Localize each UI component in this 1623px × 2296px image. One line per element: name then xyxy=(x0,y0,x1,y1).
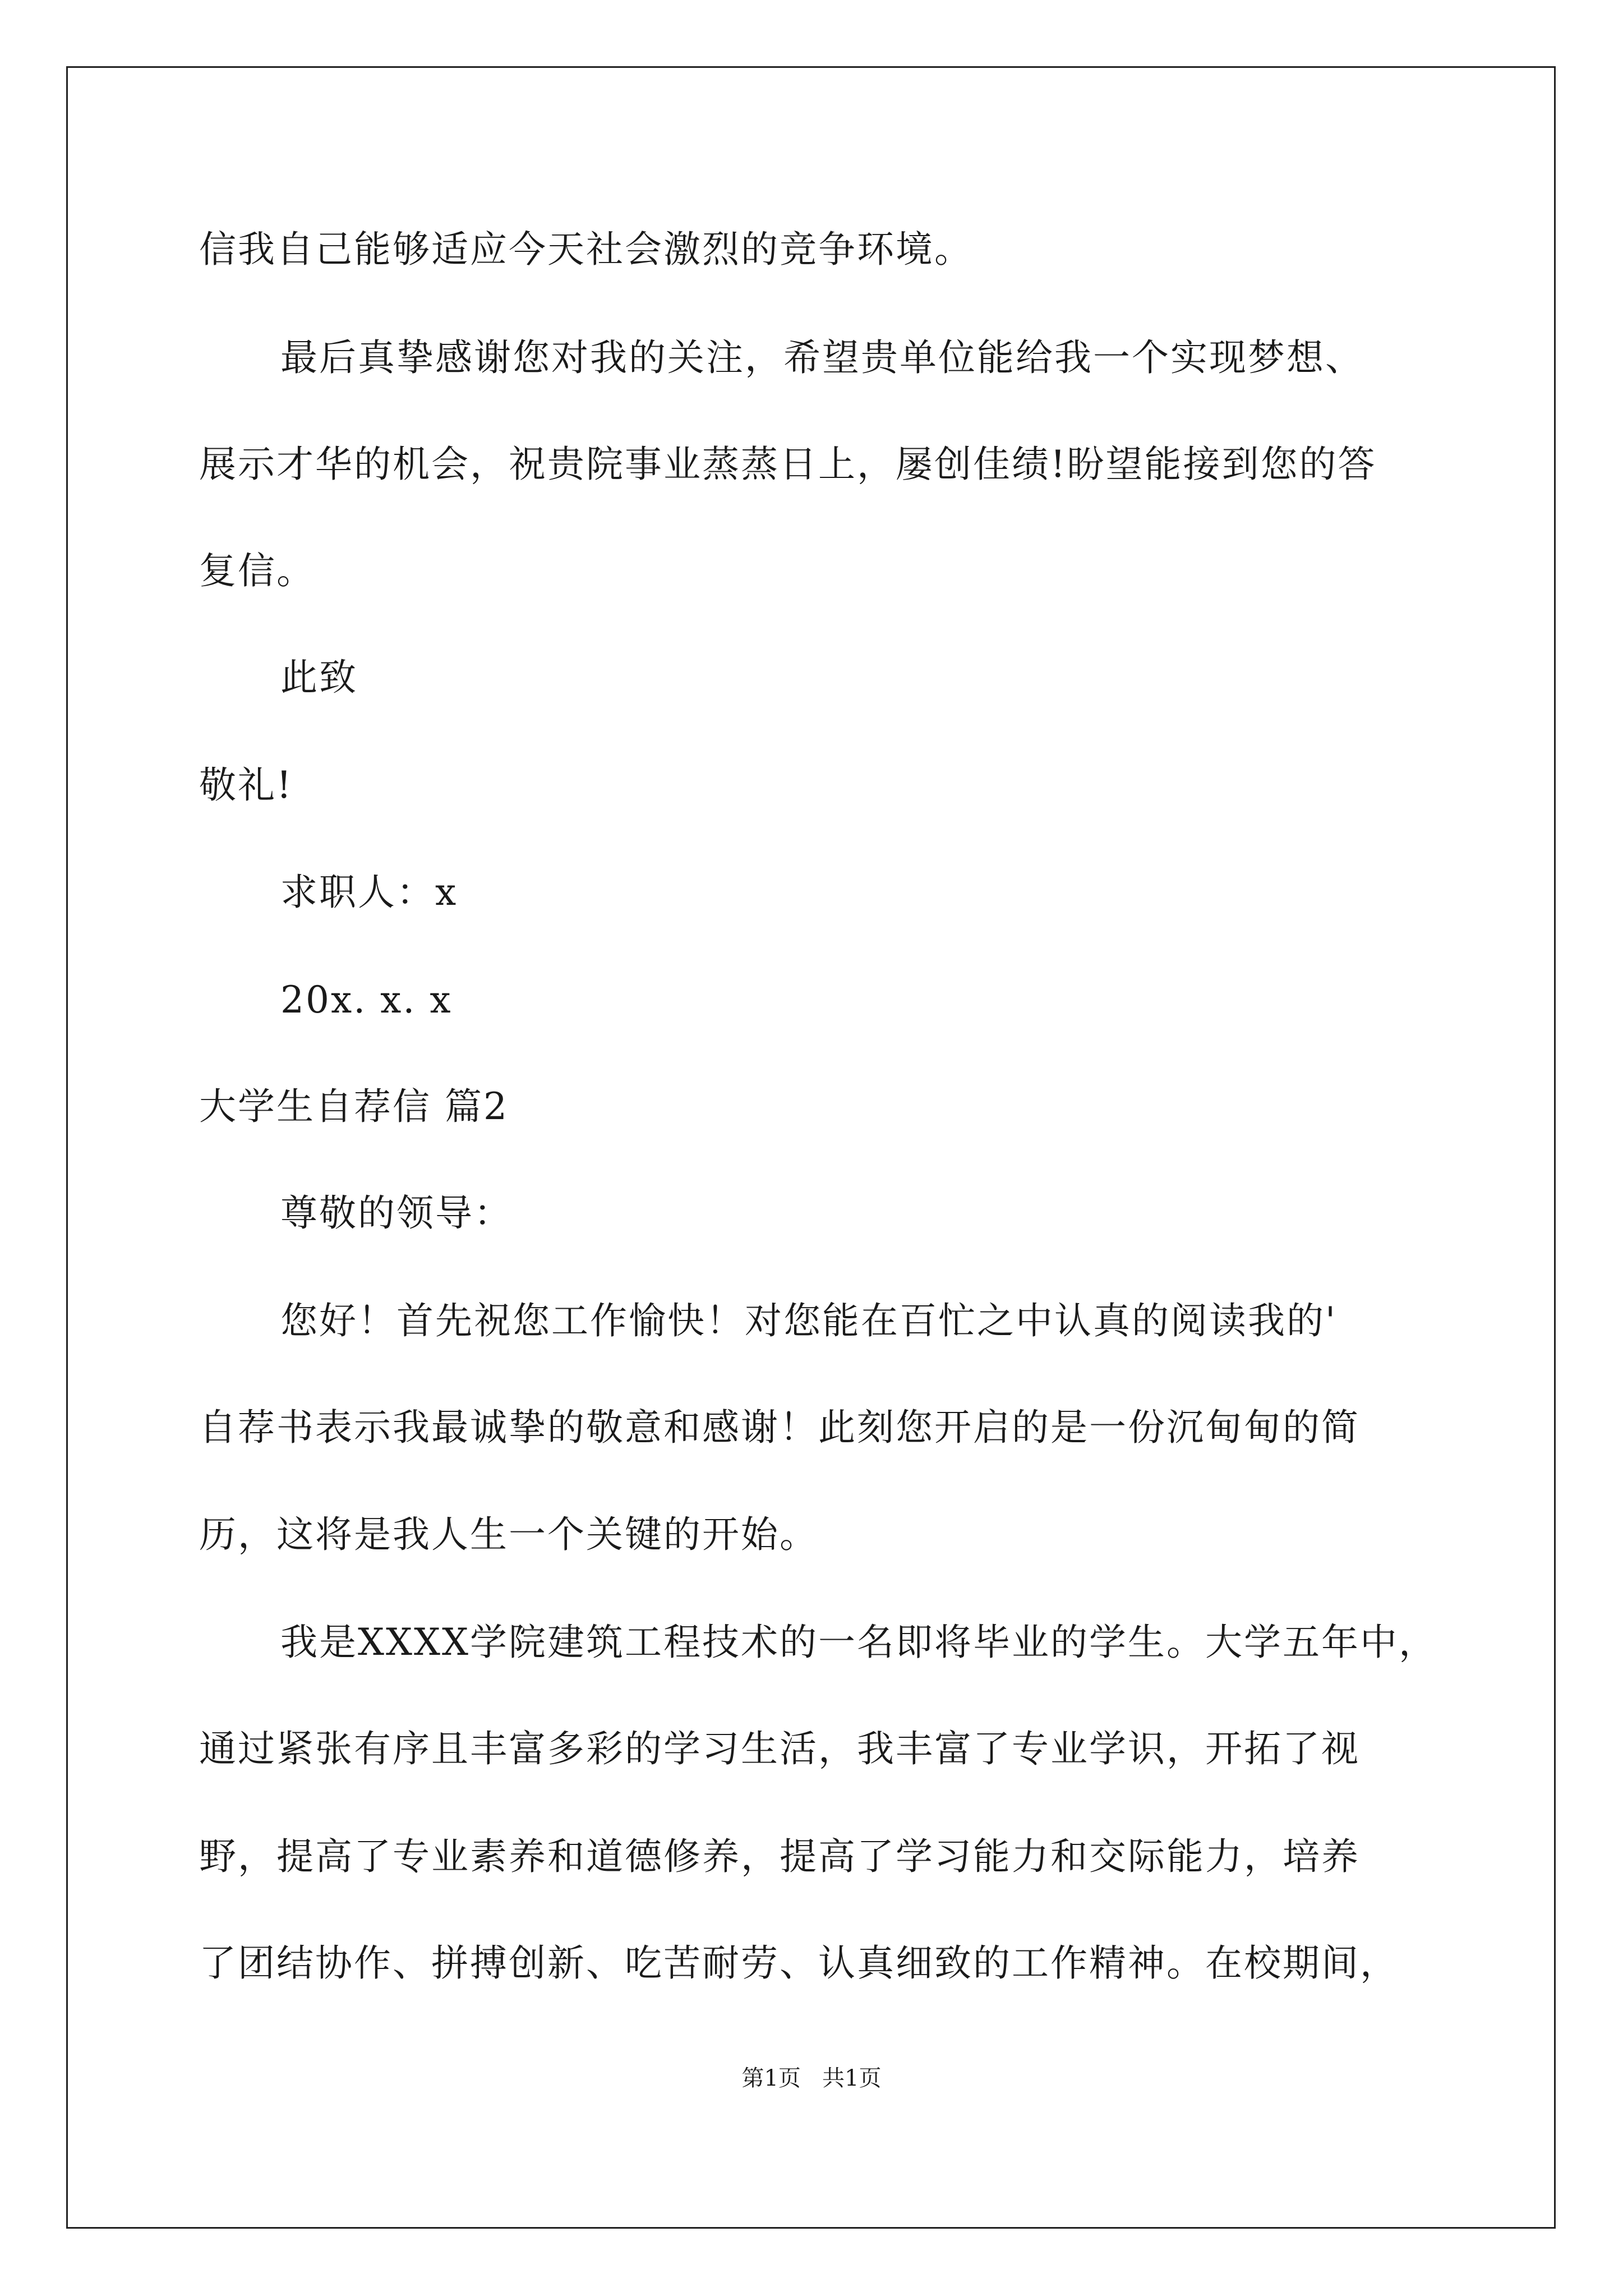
text-line: 您好！首先祝您工作愉快！对您能在百忙之中认真的阅读我的' xyxy=(280,1299,1338,1342)
text-line: 自荐书表示我最诚挚的敬意和感谢！此刻您开启的是一份沉甸甸的简 xyxy=(199,1406,1360,1449)
text-line: 野，提高了专业素养和道德修养，提高了学习能力和交际能力，培养 xyxy=(199,1835,1360,1878)
text-line: 复信。 xyxy=(199,549,315,592)
closing-salutation: 此致 xyxy=(280,656,358,699)
text-line: 了团结协作、拼搏创新、吃苦耐劳、认真细致的工作精神。在校期间， xyxy=(199,1941,1399,1985)
signature-date: 20x. x. x xyxy=(280,978,453,1022)
text-line: 我是XXXX学院建筑工程技术的一名即将毕业的学生。大学五年中， xyxy=(280,1621,1437,1664)
page-border xyxy=(66,66,1556,2229)
section-heading: 大学生自荐信 篇2 xyxy=(199,1085,509,1128)
closing-regards: 敬礼! xyxy=(199,763,293,807)
text-line: 展示才华的机会，祝贵院事业蒸蒸日上，屡创佳绩!盼望能接到您的答 xyxy=(199,443,1377,486)
page-footer: 第1页 共1页 xyxy=(741,2065,882,2091)
text-line: 最后真挚感谢您对我的关注，希望贵单位能给我一个实现梦想、 xyxy=(280,336,1364,379)
greeting: 尊敬的领导： xyxy=(280,1191,513,1235)
text-line: 历，这将是我人生一个关键的开始。 xyxy=(199,1513,818,1556)
text-line: 信我自己能够适应今天社会激烈的竞争环境。 xyxy=(199,228,973,271)
text-line: 通过紧张有序且丰富多彩的学习生活，我丰富了专业学识，开拓了视 xyxy=(199,1727,1360,1770)
signature-name: 求职人：x xyxy=(280,871,458,914)
